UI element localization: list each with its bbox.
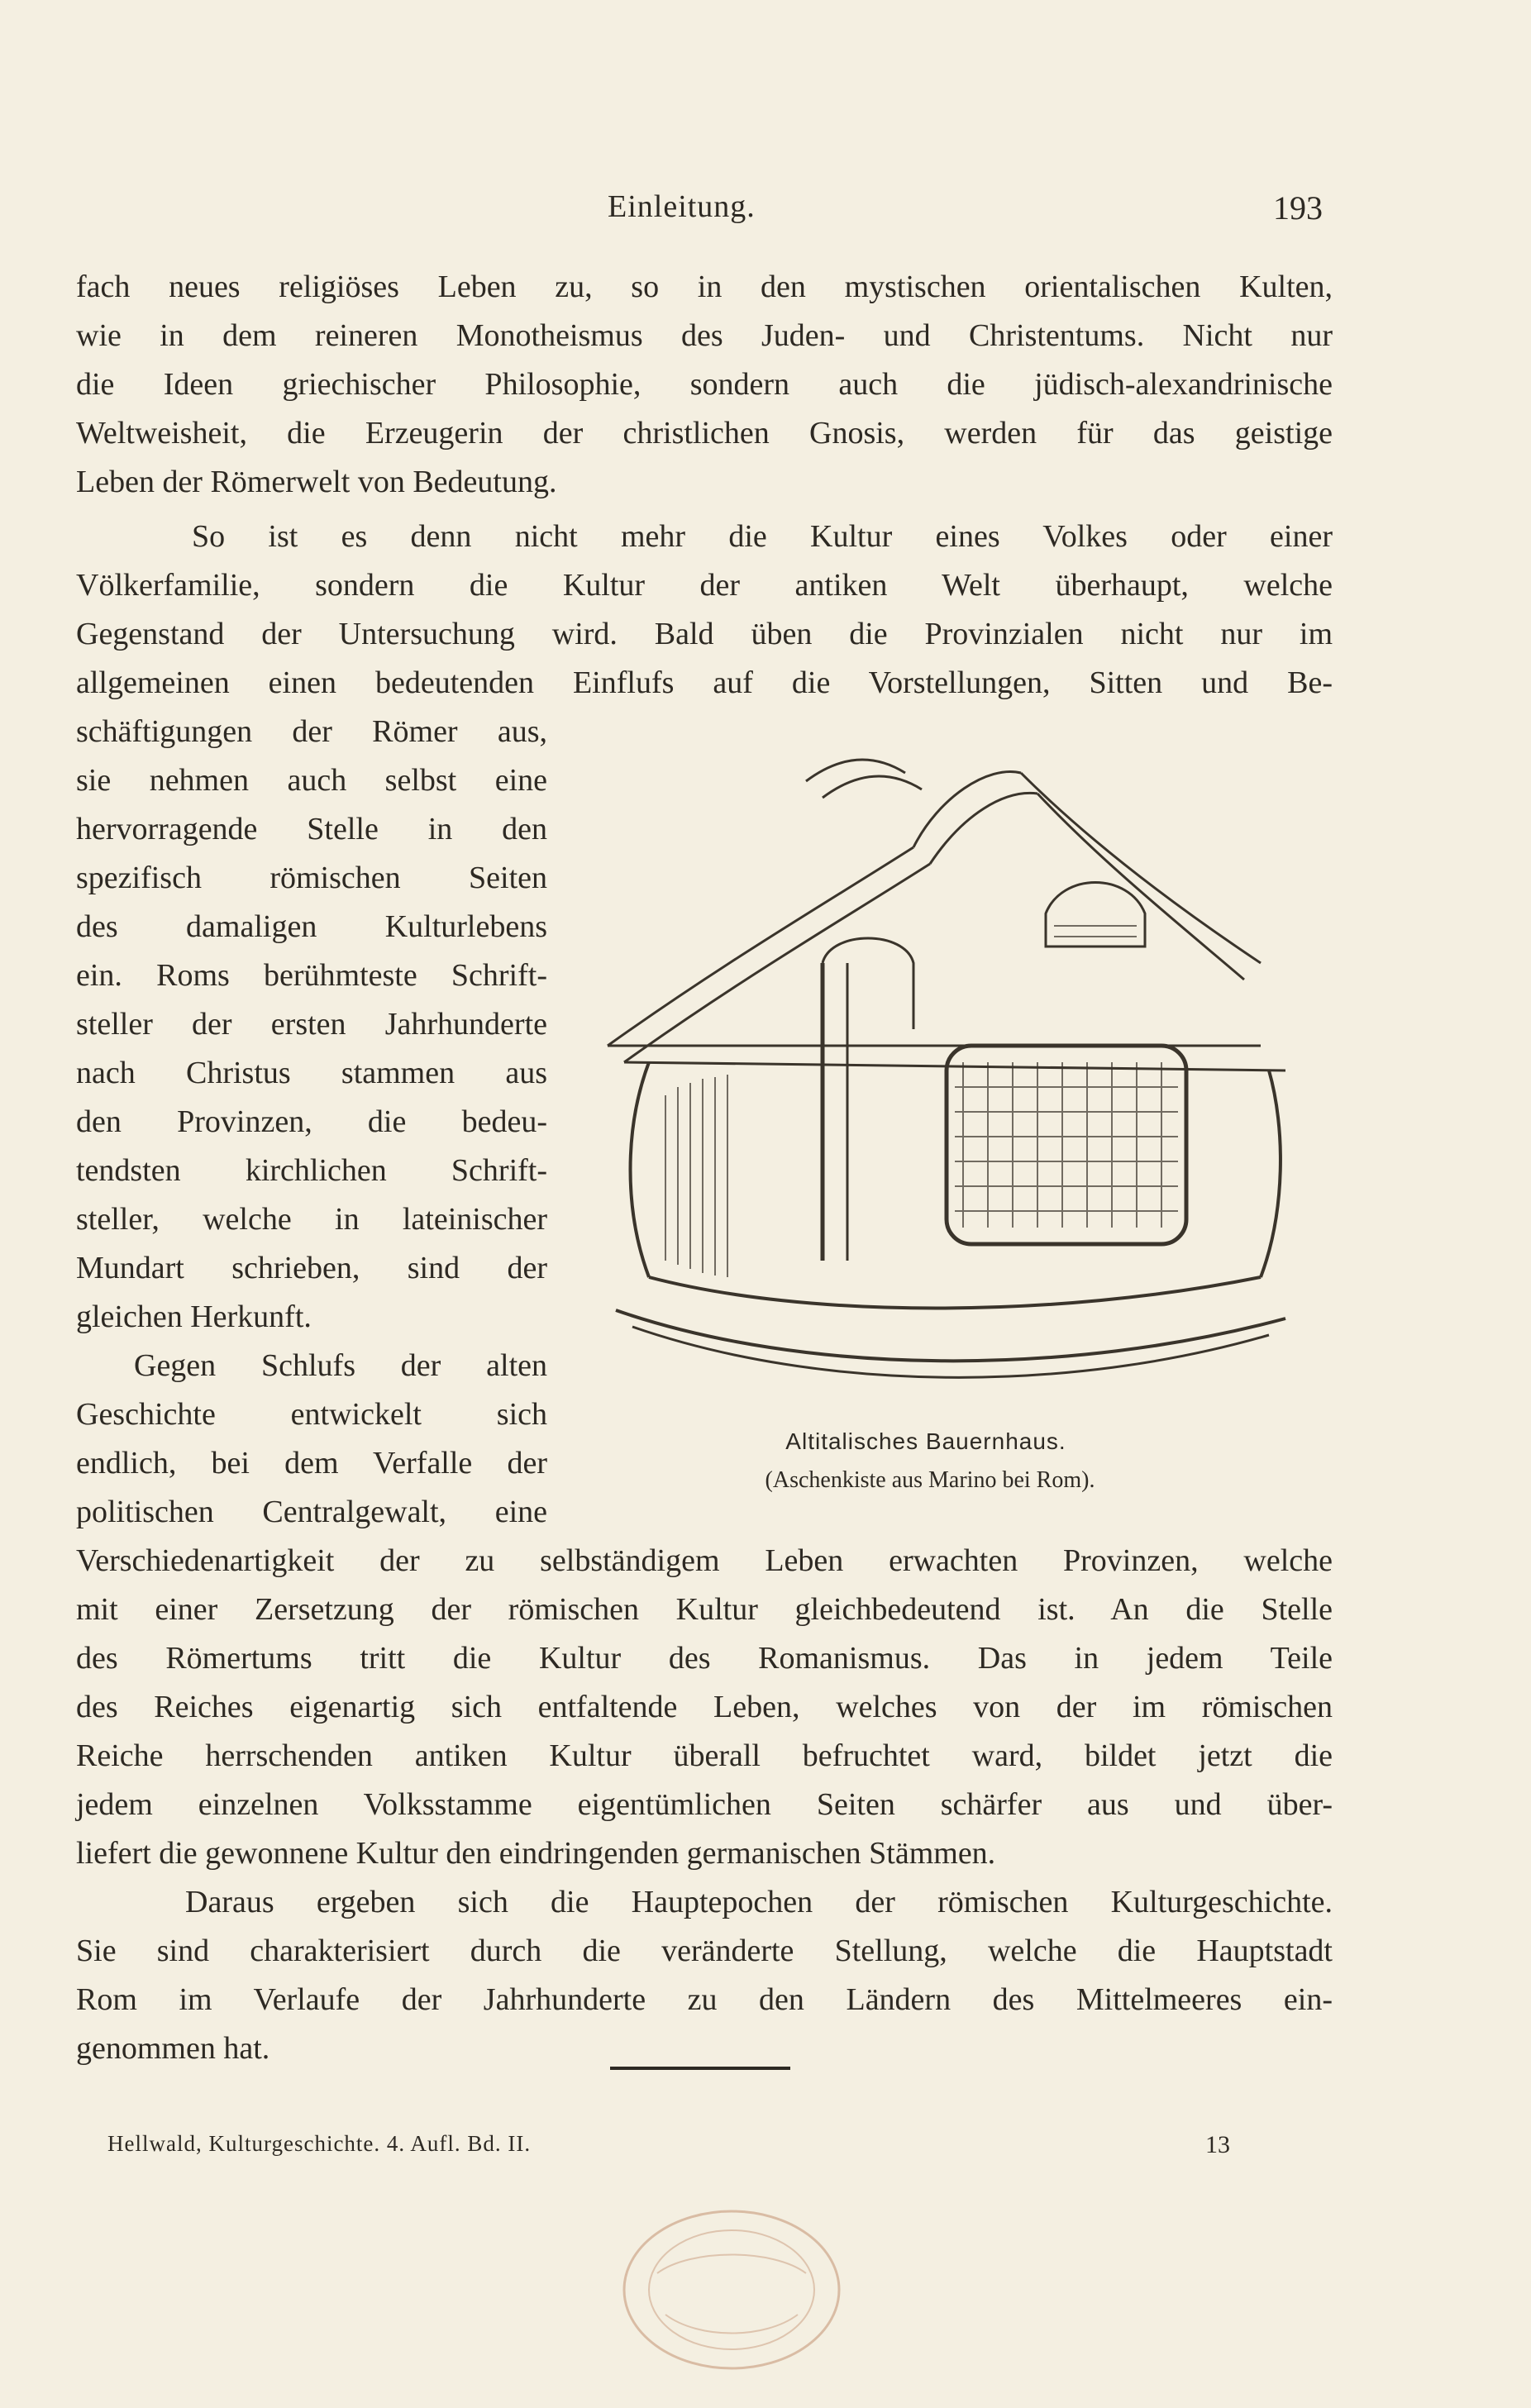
figure-caption-title: Altitalisches Bauernhaus. bbox=[785, 1428, 1066, 1454]
text-line: genommen hat. bbox=[76, 2031, 270, 2066]
library-stamp-icon bbox=[608, 2199, 856, 2381]
text-line: hervorragende Stelle in den bbox=[76, 812, 547, 846]
text-line: Gegen Schlufs der alten bbox=[134, 1348, 547, 1383]
text-line: des Römertums tritt die Kultur des Romanismus. Das in jedem Teile bbox=[76, 1641, 1333, 1676]
text-line: steller, welche in lateinischer bbox=[76, 1202, 547, 1237]
text-line: Weltweisheit, die Erzeugerin der christlichen Gnosis, werden für das geistige bbox=[76, 416, 1333, 451]
text-line: nach Christus stammen aus bbox=[76, 1056, 547, 1090]
text-line: Völkerfamilie, sondern die Kultur der antiken Welt überhaupt, welche bbox=[76, 568, 1333, 603]
text-line: tendsten kirchlichen Schrift- bbox=[76, 1153, 547, 1188]
text-line: Geschichte entwickelt sich bbox=[76, 1397, 547, 1432]
text-line: ein. Roms berühmteste Schrift- bbox=[76, 958, 547, 993]
text-line: Leben der Römerwelt von Bedeutung. bbox=[76, 465, 557, 499]
text-line: gleichen Herkunft. bbox=[76, 1299, 312, 1334]
text-line: liefert die gewonnene Kultur den eindringenden germanischen Stämmen. bbox=[76, 1836, 996, 1871]
signature-number: 13 bbox=[1205, 2131, 1230, 2158]
text-line: Verschiedenartigkeit der zu selbständigem Leben erwachten Provinzen, welche bbox=[76, 1543, 1333, 1578]
page-number: 193 bbox=[1273, 189, 1323, 226]
text-line: Reiche herrschenden antiken Kultur überall befruchtet ward, bildet jetzt die bbox=[76, 1738, 1333, 1773]
text-line: des damaligen Kulturlebens bbox=[76, 909, 547, 944]
figure-caption-subtitle: (Aschenkiste aus Marino bei Rom). bbox=[765, 1467, 1095, 1493]
text-line: spezifisch römischen Seiten bbox=[76, 861, 547, 895]
text-line: So ist es denn nicht mehr die Kultur eines Volkes oder einer bbox=[192, 519, 1333, 554]
text-line: Sie sind charakterisiert durch die veränderte Stellung, welche die Hauptstadt bbox=[76, 1934, 1333, 1968]
text-line: jedem einzelnen Volksstamme eigentümlichen Seiten schärfer aus und über- bbox=[76, 1787, 1333, 1822]
text-line: mit einer Zersetzung der römischen Kultur gleichbedeutend ist. An die Stelle bbox=[76, 1592, 1333, 1627]
hut-urn-illustration bbox=[558, 748, 1310, 1409]
running-header-title: Einleitung. bbox=[608, 189, 756, 224]
text-line: sie nehmen auch selbst eine bbox=[76, 763, 547, 798]
text-line: fach neues religiöses Leben zu, so in den mystischen orientalischen Kulten, bbox=[76, 269, 1333, 304]
text-line: steller der ersten Jahrhunderte bbox=[76, 1007, 547, 1042]
text-line: schäftigungen der Römer aus, bbox=[76, 714, 547, 749]
text-line: Mundart schrieben, sind der bbox=[76, 1251, 547, 1285]
text-line: die Ideen griechischer Philosophie, sondern auch die jüdisch-alexandrinische bbox=[76, 367, 1333, 402]
signature-line: Hellwald, Kulturgeschichte. 4. Aufl. Bd. II. bbox=[107, 2131, 532, 2156]
text-line: allgemeinen einen bedeutenden Einflufs auf die Vorstellungen, Sitten und Be- bbox=[76, 665, 1333, 700]
section-end-rule bbox=[610, 2067, 790, 2070]
text-line: des Reiches eigenartig sich entfaltende Leben, welches von der im römischen bbox=[76, 1690, 1333, 1724]
text-line: Daraus ergeben sich die Hauptepochen der römischen Kulturgeschichte. bbox=[185, 1885, 1333, 1919]
text-line: den Provinzen, die bedeu- bbox=[76, 1104, 547, 1139]
text-line: Rom im Verlaufe der Jahrhunderte zu den Ländern des Mittelmeeres ein- bbox=[76, 1982, 1333, 2017]
text-line: endlich, bei dem Verfalle der bbox=[76, 1446, 547, 1481]
text-line: politischen Centralgewalt, eine bbox=[76, 1495, 547, 1529]
text-line: wie in dem reineren Monotheismus des Juden- und Christentums. Nicht nur bbox=[76, 318, 1333, 353]
text-line: Gegenstand der Untersuchung wird. Bald üben die Provinzialen nicht nur im bbox=[76, 617, 1333, 651]
